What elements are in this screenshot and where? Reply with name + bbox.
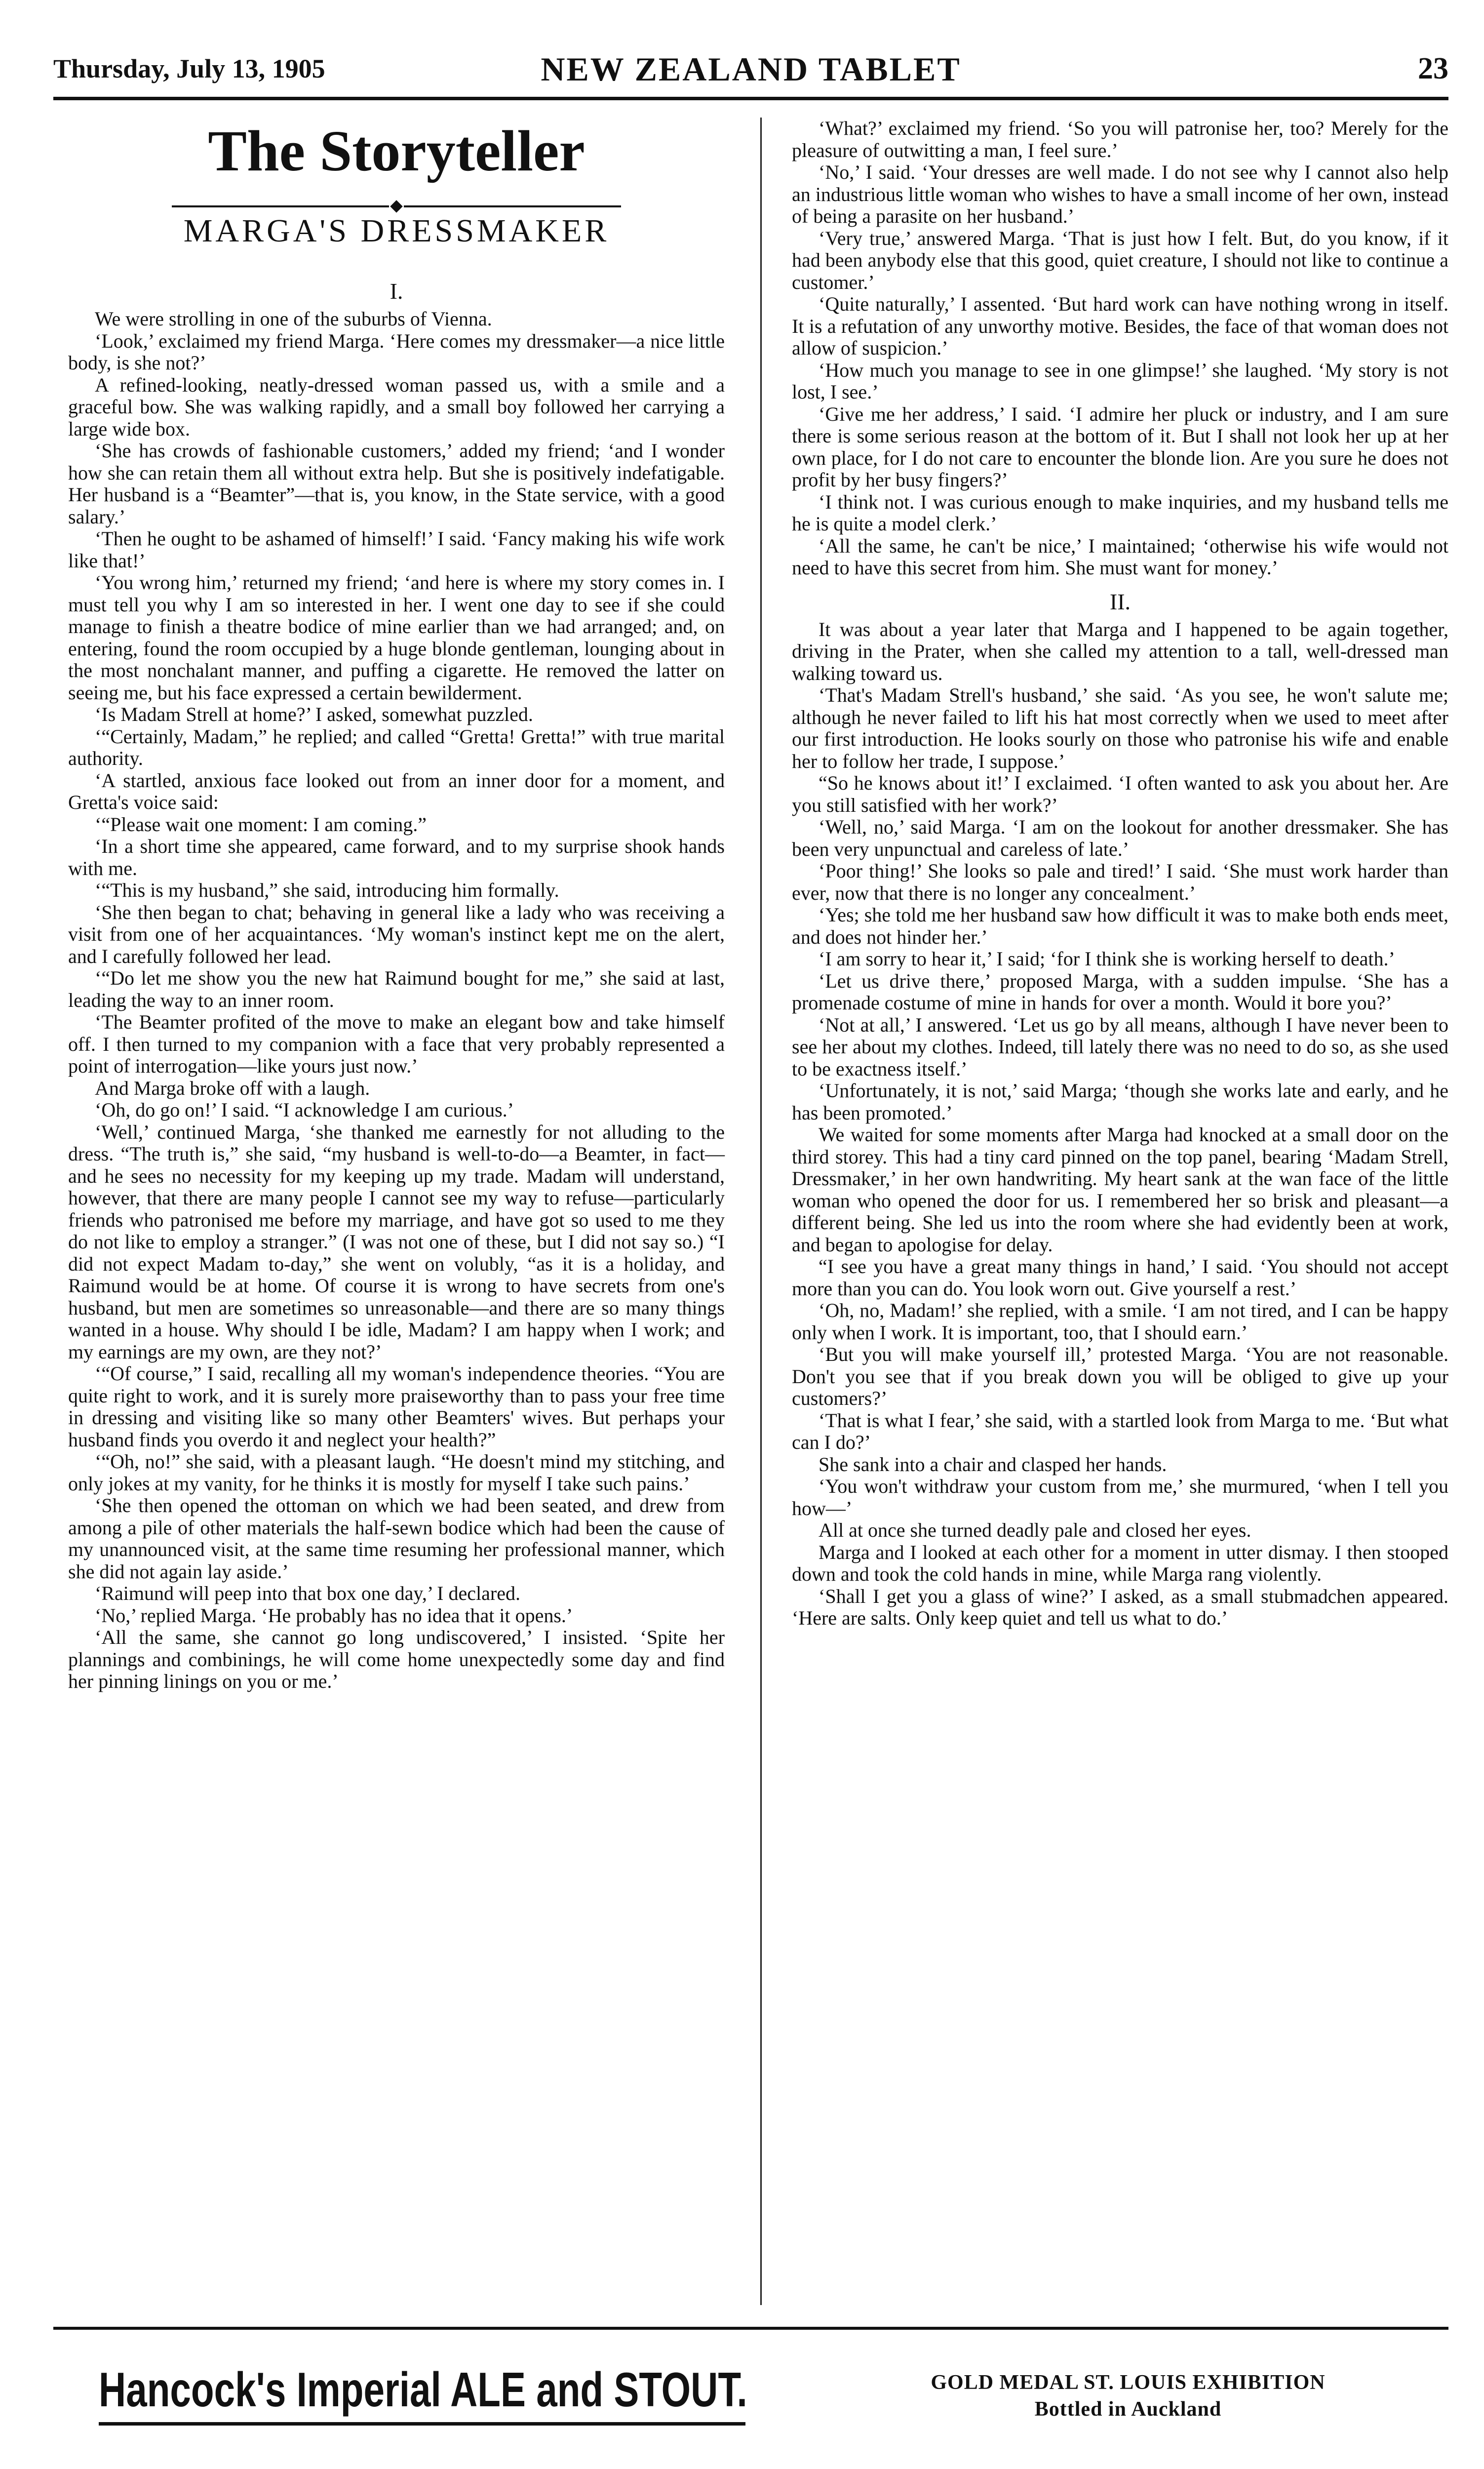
section-header: The Storyteller — [208, 119, 585, 183]
section-number-two: II. — [1109, 589, 1131, 614]
story-paragraph: ‘That's Madam Strell's husband,’ she said. ‘As you see, he won't salute me; although he never failed to lift his hat most correctly when we used to meet after our first introduction. He looks sourly on those who patronise his wife and enable her to follow her trade, I suppose.’ — [792, 684, 1448, 772]
bottling-line: Bottled in Auckland — [1034, 2398, 1222, 2421]
story-paragraph: And Marga broke off with a laugh. — [95, 1076, 370, 1099]
right-column — [792, 118, 1448, 1630]
story-paragraph: ‘“Please wait one moment: I am coming.” — [95, 813, 427, 836]
newspaper-title: NEW ZEALAND TABLET — [541, 50, 961, 88]
story-paragraph: ‘No,’ replied Marga. ‘He probably has no idea that it opens.’ — [95, 1604, 573, 1627]
left-column-body — [68, 308, 725, 1693]
story-paragraph: ‘Yes; she told me her husband saw how difficult it was to make both ends meet, and does not hinder her.’ — [792, 904, 1448, 948]
story-paragraph: ‘Poor thing!’ She looks so pale and tired!’ I said. ‘She must work harder than ever, now that there is no longer any concealment.’ — [792, 860, 1448, 904]
story-paragraph: ‘All the same, she cannot go long undiscovered,’ I insisted. ‘Spite her plannings and combinings, he will come home unexpectedly some day and find her pinning linings on you or me.’ — [68, 1626, 725, 1692]
story-paragraph: ‘“This is my husband,” she said, introducing him formally. — [95, 879, 559, 901]
title-ornament — [68, 194, 725, 203]
story-paragraph: All at once she turned deadly pale and closed her eyes. — [819, 1519, 1251, 1541]
exhibition-notice — [869, 2369, 1387, 2423]
story-paragraph: ‘What?’ exclaimed my friend. ‘So you will patronise her, too? Merely for the pleasure of outwitting a man, I feel sure.’ — [792, 117, 1448, 161]
story-paragraph: ‘No,’ I said. ‘Your dresses are well made. I do not see why I cannot also help an industrious little woman who wishes to have a small income of her own, instead of being a parasite on her husband.’ — [792, 161, 1448, 227]
section-number-one: I. — [390, 279, 403, 304]
story-paragraph: ‘Well, no,’ said Marga. ‘I am on the lookout for another dressmaker. She has been very unpunctual and careless of late.’ — [792, 816, 1448, 860]
story-paragraph: ‘Oh, do go on!’ I said. “I acknowledge I am curious.’ — [95, 1099, 514, 1121]
advertisement-underline — [99, 2422, 745, 2426]
page-number: 23 — [1418, 52, 1448, 85]
story-paragraph: ‘She then opened the ottoman on which we had been seated, and drew from among a pile of other materials the half-sewn bodice which had been the cause of my unannounced visit, at the same time resuming her professional manner, which she did not again lay aside.’ — [68, 1494, 725, 1583]
story-paragraph: ‘You wrong him,’ returned my friend; ‘and here is where my story comes in. I must tell you why I am so interested in her. I went one day to see if she could manage to finish a theatre bodice of mine earlier than we had arranged; and, on entering, found the room occupied by a huge blonde gentleman, lounging about in the most nonchalant manner, and puffing a cigarette. He removed the latter on seeing me, but his face expressed a certain bewilderment. — [68, 571, 725, 704]
story-paragraph: ‘“Do let me show you the new hat Raimund bought for me,” she said at last, leading the way to an inner room. — [68, 967, 725, 1011]
story-paragraph: ‘That is what I fear,’ she said, with a startled look from Marga to me. ‘But what can I do?’ — [792, 1409, 1448, 1453]
story-paragraph: “I see you have a great many things in hand,’ I said. ‘You should not accept more than you can do. You look worn out. Give yourself a rest.’ — [792, 1255, 1448, 1300]
story-paragraph: ‘I am sorry to hear it,’ I said; ‘for I think she is working herself to death.’ — [819, 948, 1395, 970]
story-paragraph: ‘Is Madam Strell at home?’ I asked, somewhat puzzled. — [95, 703, 533, 725]
story-paragraph: We were strolling in one of the suburbs of Vienna. — [95, 308, 492, 330]
story-paragraph: ‘“Certainly, Madam,” he replied; and called “Gretta! Gretta!” with true marital authority. — [68, 725, 725, 769]
story-paragraph: ‘Shall I get you a glass of wine?’ I asked, as a small stubmadchen appeared. ‘Here are salts. Only keep quiet and tell us what to do.’ — [792, 1585, 1448, 1629]
story-title: MARGA'S DRESSMAKER — [183, 213, 610, 249]
story-paragraph: “So he knows about it!’ I exclaimed. ‘I often wanted to ask you about her. Are you still satisfied with her work?’ — [792, 772, 1448, 816]
story-paragraph: ‘I think not. I was curious enough to make inquiries, and my husband tells me he is quite a model clerk.’ — [792, 490, 1448, 535]
story-paragraph: ‘But you will make yourself ill,’ protested Marga. ‘You are not reasonable. Don't you see that if you break down you will be obliged to give up your customers?’ — [792, 1343, 1448, 1409]
right-column-body-part-two — [792, 619, 1448, 1630]
story-paragraph: ‘“Of course,” I said, recalling all my woman's independence theories. “You are quite right to work, and it is surely more praiseworthy than to pass your free time in dressing and visiting like so many other Beamters' wives. But perhaps your husband finds you overdo it and neglect your health?” — [68, 1362, 725, 1451]
story-paragraph: ‘In a short time she appeared, came forward, and to my surprise shook hands with me. — [68, 835, 725, 879]
story-paragraph: ‘Very true,’ answered Marga. ‘That is just how I felt. But, do you know, if it had been anybody else that this good, quiet creature, I should not like to continue a customer.’ — [792, 227, 1448, 293]
story-paragraph: ‘She then began to chat; behaving in general like a lady who was receiving a visit from one of her acquaintances. ‘My woman's instinct kept me on the alert, and I carefully followed her lead. — [68, 901, 725, 967]
footer-rule — [53, 2327, 1448, 2330]
story-paragraph: ‘Raimund will peep into that box one day,’ I declared. — [95, 1582, 520, 1604]
ale-advertisement: Hancock's Imperial ALE and STOUT. — [99, 2362, 747, 2417]
right-column-body-part-one — [792, 118, 1448, 579]
story-paragraph: She sank into a chair and clasped her hands. — [819, 1453, 1167, 1475]
story-paragraph: ‘She has crowds of fashionable customers,’ added my friend; ‘and I wonder how she can retain them all without extra help. But she is positively indefatigable. Her husband is a “Beamter”—that is, you know, in the State service, with a good salary.’ — [68, 439, 725, 528]
story-paragraph: ‘Oh, no, Madam!’ she replied, with a smile. ‘I am not tired, and I can be happy only when I work. It is important, too, that I should earn.’ — [792, 1299, 1448, 1344]
story-paragraph: ‘Unfortunately, it is not,’ said Marga; ‘though she works late and early, and he has been promoted.’ — [792, 1079, 1448, 1124]
story-paragraph: ‘A startled, anxious face looked out from an inner door for a moment, and Gretta's voice said: — [68, 769, 725, 813]
story-paragraph: A refined-looking, neatly-dressed woman passed us, with a smile and a graceful bow. She was walking rapidly, and a small boy followed her carrying a large wide box. — [68, 373, 725, 440]
issue-date: Thursday, July 13, 1905 — [53, 54, 325, 83]
story-paragraph: ‘All the same, he can't be nice,’ I maintained; ‘otherwise his wife would not need to have this secret from him. She must want for money.’ — [792, 534, 1448, 579]
masthead — [53, 50, 1448, 100]
story-paragraph: ‘The Beamter profited of the move to make an elegant bow and take himself off. I then turned to my companion with a face that very probably represented a point of interrogation—like yours just now.’ — [68, 1011, 725, 1077]
story-paragraph: It was about a year later that Marga and I happened to be again together, driving in the Prater, when she called my attention to a tall, well-dressed man walking toward us. — [792, 618, 1448, 684]
exhibition-line: GOLD MEDAL ST. LOUIS EXHIBITION — [931, 2371, 1326, 2394]
story-paragraph: ‘Then he ought to be ashamed of himself!’ I said. ‘Fancy making his wife work like that!’ — [68, 527, 725, 572]
story-paragraph: ‘Quite naturally,’ I assented. ‘But hard work can have nothing wrong in itself. It is a refutation of any unworthy motive. Besides, the face of that woman does not allow of suspicion.’ — [792, 293, 1448, 359]
story-paragraph: We waited for some moments after Marga had knocked at a small door on the third storey. This had a tiny card pinned on the top panel, bearing ‘Madam Strell, Dressmaker,’ in her own handwriting. My heart sank at the wan face of the little woman who opened the door for us. I remembered her so brisk and pleasant—a different being. She led us into the room where she had evidently been at work, and began to apologise for delay. — [792, 1123, 1448, 1256]
masthead-rule — [53, 97, 1448, 100]
story-paragraph: ‘How much you manage to see in one glimpse!’ she laughed. ‘My story is not lost, I see.’ — [792, 358, 1448, 403]
story-paragraph: ‘“Oh, no!” she said, with a pleasant laugh. “He doesn't mind my stitching, and only jokes at my vanity, for he thinks it is mostly for myself I take such pains.’ — [68, 1450, 725, 1495]
story-paragraph: ‘Give me her address,’ I said. ‘I admire her pluck or industry, and I am sure there is some serious reason at the bottom of it. But I shall not look her up at her own place, for I do not care to encounter the blonde lion. Are you sure he does not profit by her busy fingers?’ — [792, 402, 1448, 491]
story-paragraph: ‘Let us drive there,’ proposed Marga, with a sudden impulse. ‘She has a promenade costume of mine in hands for over a month. Would it bore you?’ — [792, 969, 1448, 1014]
story-paragraph: ‘You won't withdraw your custom from me,’ she murmured, ‘when I tell you how—’ — [792, 1475, 1448, 1519]
story-paragraph: ‘Look,’ exclaimed my friend Marga. ‘Here comes my dressmaker—a nice little body, is she not?’ — [68, 329, 725, 374]
column-divider — [760, 118, 762, 2305]
story-paragraph: ‘Not at all,’ I answered. ‘Let us go by all means, although I have never been to see her about my clothes. Indeed, till lately there was no need to do so, as she used to be exactness itself.’ — [792, 1013, 1448, 1080]
left-column — [68, 118, 725, 1693]
story-paragraph: ‘Well,’ continued Marga, ‘she thanked me earnestly for not alluding to the dress. “The truth is,” she said, “my husband is well-to-do—a Beamter, in fact—and he sees no necessity for my keeping up my trade. Madam will understand, however, that there are many people I cannot see my way to refuse—particularly friends who patronised me before my marriage, and have got so used to me they do not like to employ a stranger.” (I was not one of these, but I did not say so.) “I did not expect Madam to-day,” she went on volubly, “as it is a holiday, and Raimund would be at home. Of course it is wrong to have secrets from one's husband, but men are sometimes so unreasonable—and there are so many things wanted in a house. Why should I be idle, Madam? I am happy when I work; and my earnings are my own, are they not?’ — [68, 1120, 725, 1363]
story-paragraph: Marga and I looked at each other for a moment in utter dismay. I then stooped down and took the cold hands in mine, while Marga rang violently. — [792, 1541, 1448, 1585]
